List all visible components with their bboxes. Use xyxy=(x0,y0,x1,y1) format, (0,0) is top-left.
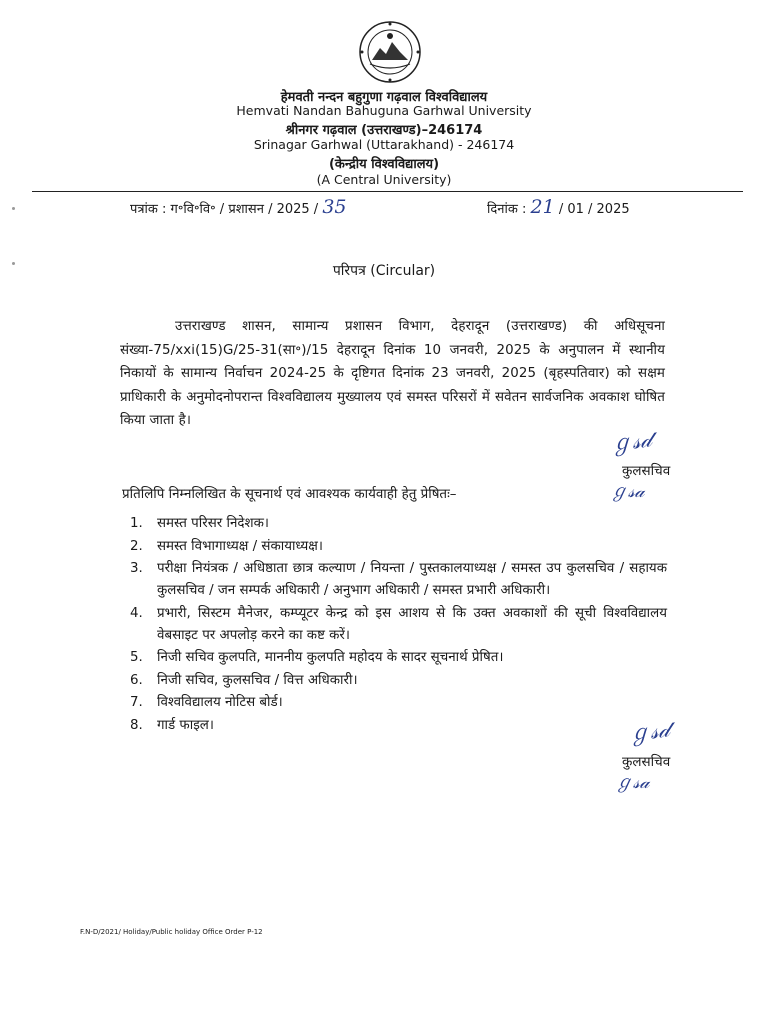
registrar-signature-bottom: ℊ𝓈𝒹 xyxy=(626,717,672,748)
circular-body: उत्तराखण्ड शासन, सामान्य प्रशासन विभाग, देहरादून (उत्तराखण्ड) की अधिसूचना संख्या-75/xxi(15)G/25-31(सा॰)/15 देहरादून दिनांक 10 जनवरी, 2025 के अनुपालन में स्थानीय निकायों के सामान्य निर्वाचन 2024-25 के दृष्टिगत दिनांक 23 जनवरी, 2025 (बृहस्पतिवार) को सक्षम प्राधिकारी के अनुमोदनोपरान्त विश्वविद्यालय मुख्यालय एवं समस्त परिसरों में सवेतन सार्वजनिक अवकाश घोषित किया जाता है। xyxy=(120,319,665,428)
recipient-list xyxy=(122,513,667,737)
reference-label: पत्रांक : ग॰वि॰वि॰ / प्रशासन / 2025 / xyxy=(130,202,319,217)
registrar-signature: ℊ𝓈𝒹 xyxy=(608,427,654,458)
scan-mark xyxy=(12,207,15,210)
university-seal-logo xyxy=(358,20,422,84)
list-item: 2. समस्त विभागाध्यक्ष / संकायाध्यक्ष। xyxy=(130,538,323,554)
central-university-english: (A Central University) xyxy=(316,172,452,187)
list-item: 7. विश्वविद्यालय नोटिस बोर्ड। xyxy=(130,695,283,710)
list-item: 6. निजी सचिव, कुलसचिव / वित्त अधिकारी। xyxy=(130,672,358,688)
file-reference-footer: F.N-D/2021/ Holiday/Public holiday Office Order P-12 xyxy=(80,928,263,936)
date-handwritten-day: 21 xyxy=(530,196,555,218)
list-item: 1. समस्त परिसर निदेशक। xyxy=(130,516,269,531)
registrar-designation-bottom: कुलसचिव xyxy=(622,754,671,770)
date-label: दिनांक : xyxy=(487,202,527,217)
reference-handwritten-number: 35 xyxy=(322,196,347,218)
letterhead-divider xyxy=(32,191,743,192)
central-university-hindi: (केन्द्रीय विश्वविद्यालय) xyxy=(328,157,440,172)
list-item: 3. परीक्षा नियंत्रक / अधिष्ठाता छात्र कल्याण / नियन्ता / पुस्तकालयाध्यक्ष / समस्त उप कुलसचिव / सहायक कुलसचिव / जन सम्पर्क अधिकारी / अनुभाग अधिकारी / समस्त प्रभारी अधिकारी। xyxy=(130,561,667,598)
copy-to-heading: प्रतिलिपि निम्नलिखित के सूचनार्थ एवं आवश्यक कार्यवाही हेतु प्रेषितः– xyxy=(122,487,457,502)
issue-date xyxy=(487,196,630,218)
list-item: 4. प्रभारी, सिस्टम मैनेजर, कम्प्यूटर केन्द्र को इस आशय से कि उक्त अवकाशों की सूची विश्वविद्यालय वेबसाइट पर अपलोड़ करने का कष्ट करें। xyxy=(130,605,667,643)
registrar-designation: कुलसचिव xyxy=(622,463,671,479)
university-name-hindi: हेमवती नन्दन बहुगुणा गढ़वाल विश्वविद्यालय xyxy=(280,90,488,105)
list-item: 8. गार्ड फाइल। xyxy=(130,717,214,733)
registrar-initials: ℊ𝓈𝒶 xyxy=(610,481,645,502)
reference-number xyxy=(130,196,347,218)
address-hindi: श्रीनगर गढ़वाल (उत्तराखण्ड)–246174 xyxy=(285,123,483,138)
address-english: Srinagar Garhwal (Uttarakhand) - 246174 xyxy=(253,137,515,152)
registrar-initials-bottom: ℊ𝓈𝒶 xyxy=(615,772,650,793)
university-name-english: Hemvati Nandan Bahuguna Garhwal University xyxy=(236,103,532,118)
list-item: 5. निजी सचिव कुलपति, माननीय कुलपति महोदय के सादर सूचनार्थ प्रेषित। xyxy=(130,650,504,665)
date-rest: / 01 / 2025 xyxy=(558,202,630,217)
circular-title: परिपत्र (Circular) xyxy=(332,263,436,279)
